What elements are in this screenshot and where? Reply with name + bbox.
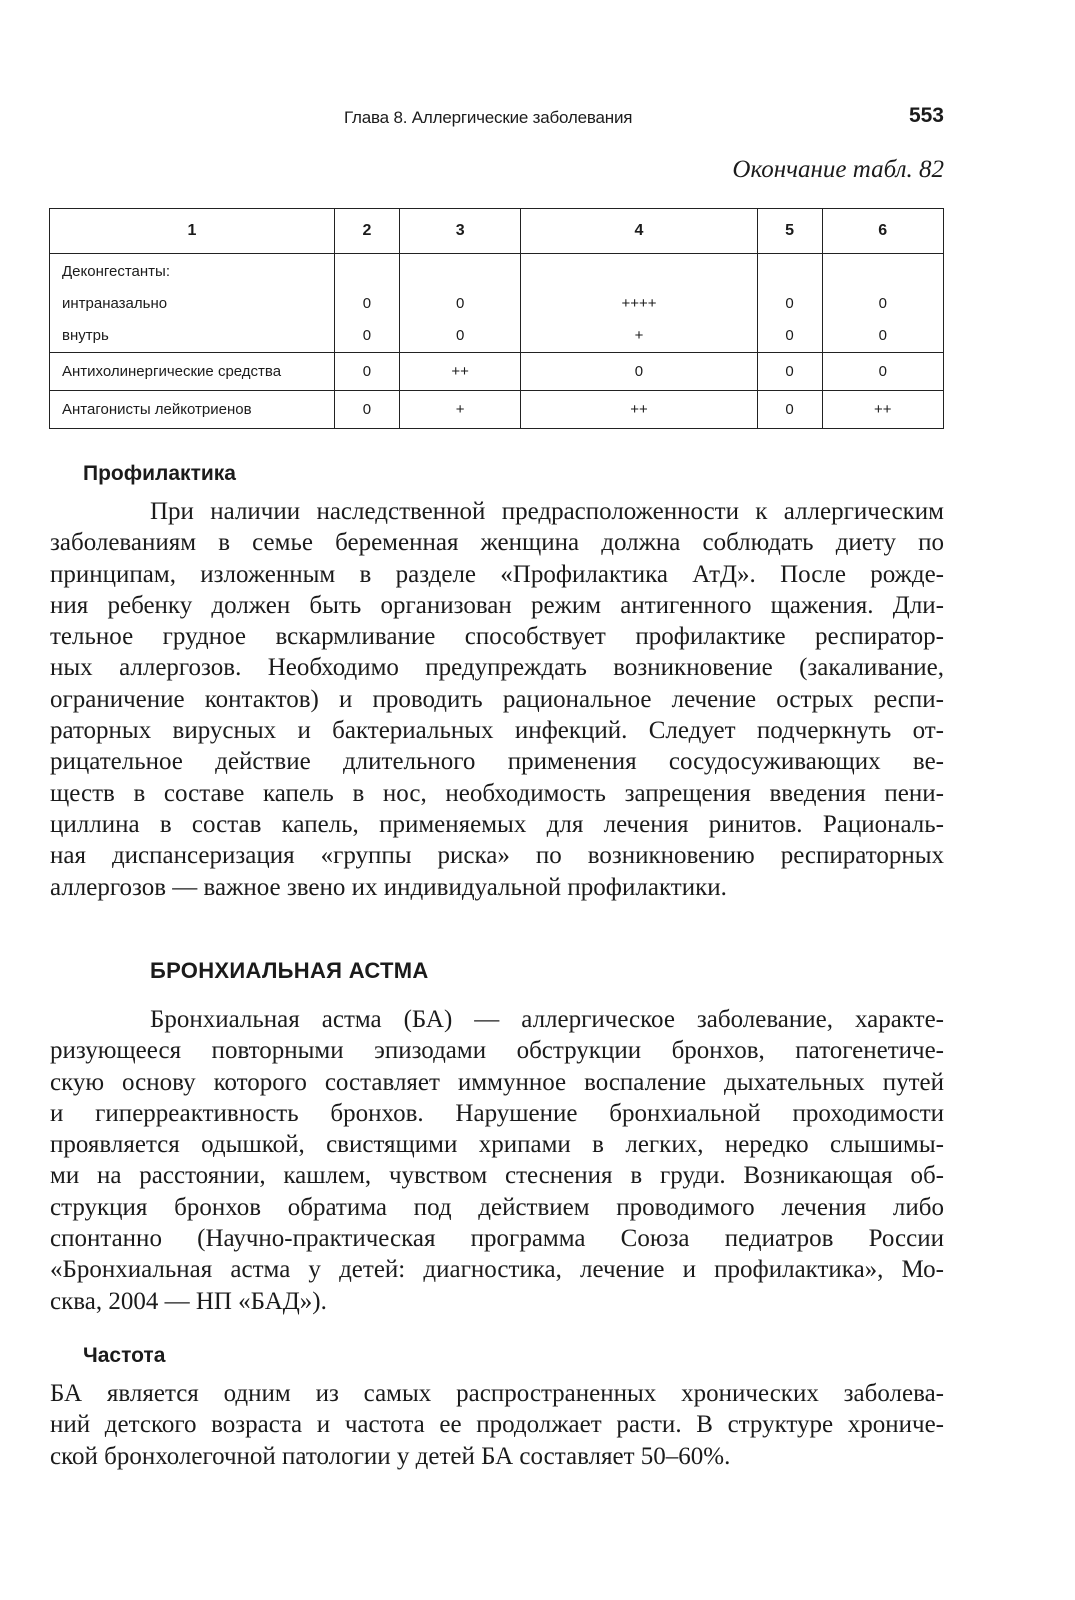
chapter-title: Глава 8. Аллергические заболевания — [344, 108, 633, 127]
cell-value: 0 — [822, 353, 943, 391]
text-line: ограничение контактов) и проводить рациональное лечение острых респи- — [50, 685, 944, 713]
cell-value: 0 — [785, 327, 794, 344]
table-row — [50, 391, 944, 429]
text-line: ных аллергозов. Необходимо предупреждать возникновение (закаливание, — [50, 654, 944, 682]
text-line: При наличии наследственной предрасположенности к аллергическим — [150, 498, 944, 525]
paragraph-profilaktika — [50, 496, 944, 903]
cell-value: 0 — [878, 295, 887, 312]
cell-value: 0 — [785, 295, 794, 312]
paragraph-asthma — [50, 1004, 944, 1317]
section-heading-profilaktika: Профилактика — [83, 462, 236, 485]
text-line: проявляется одышкой, свистящими хрипами в легких, нередко слышимы- — [50, 1131, 944, 1159]
column-header: 5 — [757, 209, 822, 254]
subline-label: внутрь — [62, 327, 109, 344]
section-heading-chastota: Частота — [83, 1344, 166, 1367]
group-label: Деконгестанты: — [62, 263, 170, 280]
text-line: струкция бронхов обратима под действием проводимого лечения либо — [50, 1193, 944, 1221]
text-line: ми на расстоянии, кашлем, чувством стеснения в груди. Возникающая об- — [50, 1162, 944, 1190]
text-line: рицательное действие длительного применения сосудосуживающих ве- — [50, 748, 944, 776]
text-line: ная диспансеризация «группы риска» по возникновению респираторных — [50, 842, 944, 870]
text-line: тельное грудное вскармливание способствует профилактике респиратор- — [50, 623, 944, 651]
cell-value: 0 — [455, 295, 465, 312]
text-line: Бронхиальная астма (БА) — аллергическое заболевание, характе- — [150, 1006, 944, 1033]
text-line: ния ребенку должен быть организован режим антигенного щажения. Дли- — [50, 591, 944, 619]
text-line: принципам, изложенным в разделе «Профилактика АтД». После рожде- — [50, 560, 944, 588]
value-cell — [399, 254, 520, 353]
text-line: скую основу которого составляет иммунное воспаление дыхательных путей — [50, 1068, 944, 1096]
cell-value: 0 — [335, 391, 400, 429]
cell-value: 0 — [757, 391, 822, 429]
value-cell — [757, 254, 822, 353]
text-line: сква, 2004 — НП «БАД»). — [50, 1287, 327, 1315]
column-header: 2 — [335, 209, 400, 254]
column-header: 4 — [521, 209, 757, 254]
value-cell — [335, 254, 400, 353]
cell-value: 0 — [878, 327, 887, 344]
column-header: 6 — [822, 209, 943, 254]
text-line: раторных вирусных и бактериальных инфекций. Следует подчеркнуть от- — [50, 717, 944, 745]
running-head — [50, 104, 944, 134]
row-label: Антагонисты лейкотриенов — [50, 391, 335, 429]
cell-value: 0 — [455, 327, 465, 344]
table-row — [50, 353, 944, 391]
cell-value: ++ — [822, 391, 943, 429]
text-line: ществ в составе капель в нос, необходимость запрещения введения пени- — [50, 779, 944, 807]
section-heading-asthma: БРОНХИАЛЬНАЯ АСТМА — [150, 958, 429, 983]
cell-value: 0 — [521, 353, 757, 391]
page-number: 553 — [908, 104, 944, 127]
cell-value: ++ — [521, 391, 757, 429]
text-line: «Бронхиальная астма у детей: диагностика, лечение и профилактика», Мо- — [50, 1256, 944, 1284]
text-line: аллергозов — важное звено их индивидуальной профилактики. — [50, 873, 727, 901]
cell-value: 0 — [757, 353, 822, 391]
text-line: и гиперреактивность бронхов. Нарушение бронхиальной проходимости — [50, 1099, 944, 1127]
cell-value: + — [634, 327, 644, 344]
table-row — [50, 254, 944, 353]
cell-value: 0 — [335, 353, 400, 391]
value-cell — [822, 254, 943, 353]
text-line: ской бронхолегочной патологии у детей БА составляет 50–60%. — [50, 1442, 731, 1470]
cell-value: 0 — [362, 327, 372, 344]
table-header-row — [50, 209, 944, 254]
cell-value: 0 — [362, 295, 372, 312]
text-line: спонтанно (Научно-практическая программа Союза педиатров России — [50, 1225, 944, 1253]
text-line: ризующееся повторными эпизодами обструкции бронхов, патогенетиче- — [50, 1037, 944, 1065]
column-header: 1 — [50, 209, 335, 254]
paragraph-chastota — [50, 1378, 944, 1472]
row-label-cell — [50, 254, 335, 353]
cell-value: + — [399, 391, 520, 429]
text-line: заболеваниям в семье беременная женщина должна соблюдать диету по — [50, 529, 944, 557]
column-header: 3 — [399, 209, 520, 254]
cell-value: ++ — [399, 353, 520, 391]
row-label: Антихолинергические средства — [50, 353, 335, 391]
text-line: циллина в состав капель, применяемых для лечения ринитов. Рациональ- — [50, 810, 944, 838]
subline-label: интраназально — [62, 295, 168, 312]
cell-value: ++++ — [621, 295, 657, 312]
table-caption: Окончание табл. 82 — [732, 156, 944, 183]
value-cell — [521, 254, 757, 353]
text-line: ний детского возраста и частота ее продолжает расти. В структуре хрониче- — [50, 1411, 944, 1439]
comparison-table — [49, 208, 944, 429]
text-line: БА является одним из самых распространенных хронических заболева- — [50, 1380, 944, 1407]
